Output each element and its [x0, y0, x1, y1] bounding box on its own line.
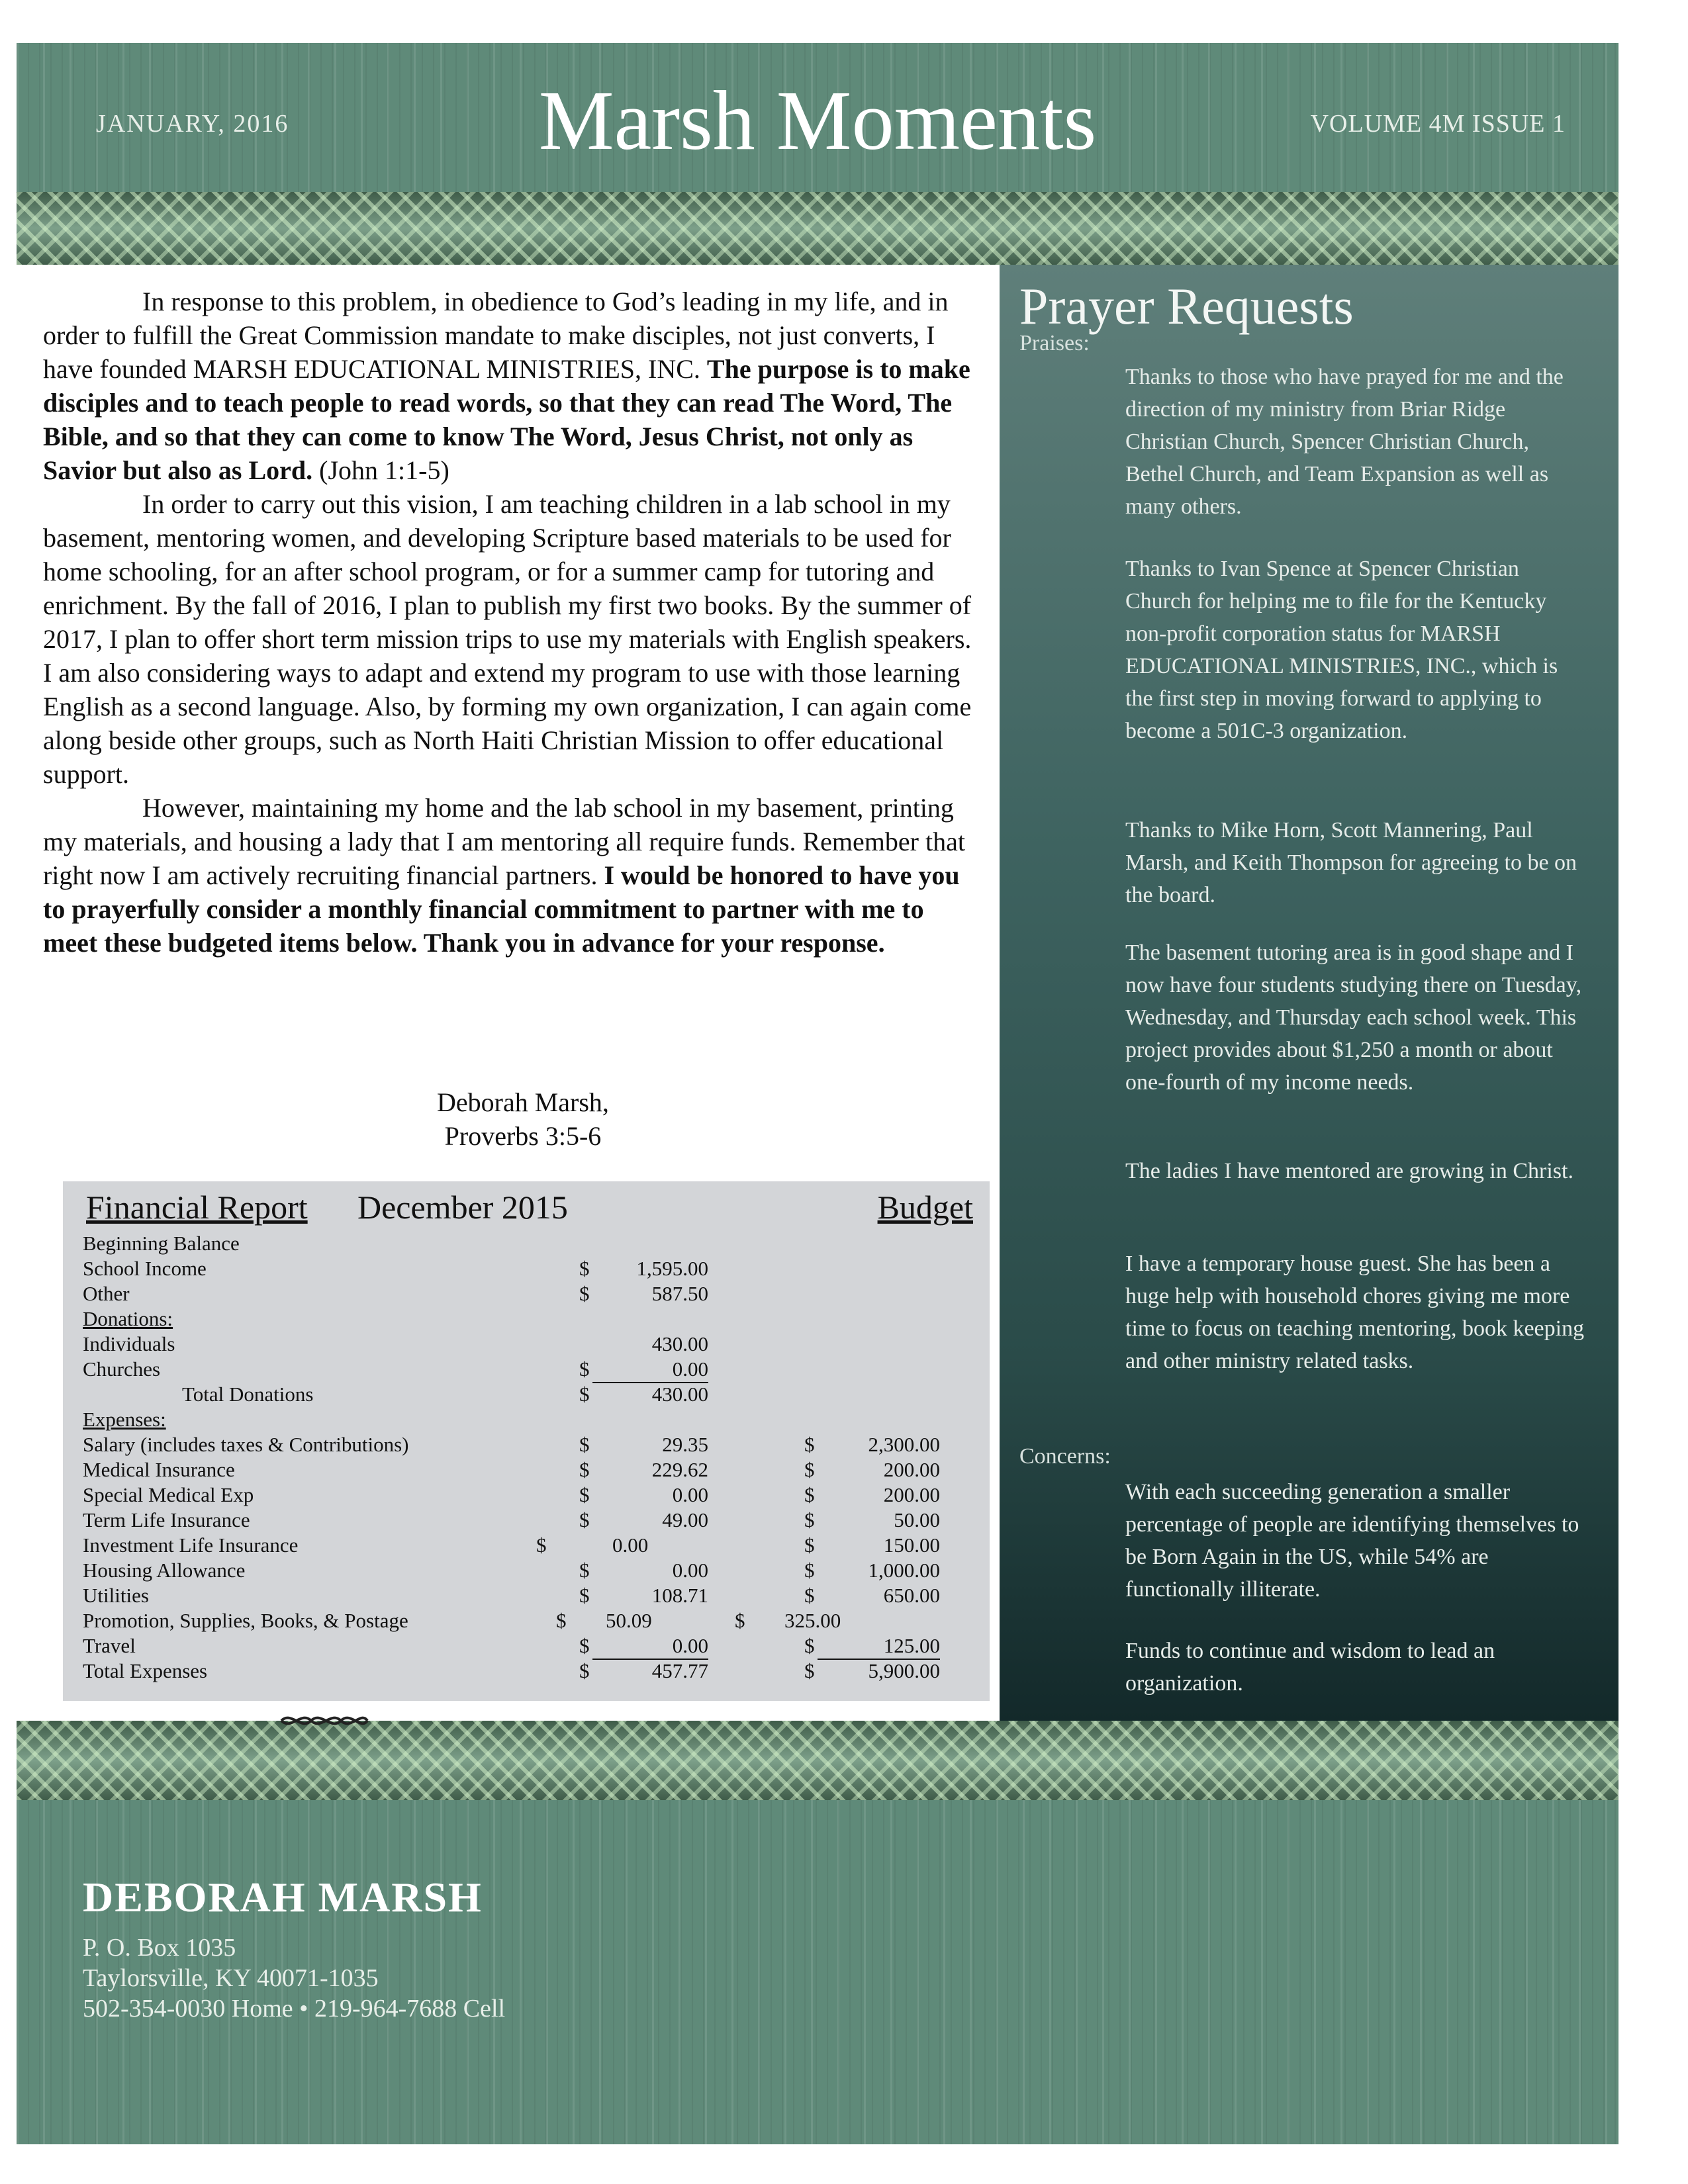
purpose-statement: The purpose is to make disciples and to teach people to read words, so that they can read The Word, The Bible, and so that they can come to know The Word, Jesus Christ, not only as Savior but also as Lord.: [43, 354, 970, 485]
author-name: DEBORAH MARSH: [83, 1874, 483, 1921]
row-label: Promotion, Supplies, Books, & Postage: [83, 1609, 408, 1632]
amount: 430.00: [651, 1383, 708, 1406]
currency-sign: $: [579, 1458, 590, 1481]
amount: 0.00: [672, 1483, 708, 1506]
amount: 49.00: [662, 1508, 708, 1531]
budget-header: Budget: [877, 1189, 973, 1226]
currency-sign: $: [556, 1609, 567, 1632]
praise-item: The basement tutoring area is in good shape and I now have four students studying there on Tuesday, Wednesday, and Thursday each school week. This project provides about $1,250 a month or about one-fourth of my income needs.: [1125, 940, 1582, 1095]
table-row: [83, 1332, 970, 1357]
row-label: Investment Life Insurance: [83, 1533, 299, 1557]
table-row: [83, 1482, 970, 1508]
table-row: [83, 1357, 970, 1382]
row-label: Special Medical Exp: [83, 1483, 254, 1506]
budget-amount: 2,300.00: [868, 1433, 940, 1456]
currency-sign: $: [579, 1659, 590, 1682]
table-row: [83, 1583, 970, 1608]
city-state-zip: Taylorsville, KY 40071-1035: [83, 1964, 379, 1992]
paragraph-text: In response to this problem, in obedience to God’s leading in my life, and in order to fulfill the Great Commission mandate to make disciples, not just converts, I have founded MARSH EDUCATIONAL MINISTRIES, INC.: [43, 287, 949, 384]
amount: 0.00: [592, 1357, 708, 1383]
amount: 0.00: [592, 1633, 708, 1660]
row-label: Housing Allowance: [83, 1559, 246, 1582]
table-row: [83, 1608, 970, 1633]
row-label: School Income: [83, 1257, 207, 1280]
row-label: Term Life Insurance: [83, 1508, 250, 1531]
currency-sign: $: [804, 1533, 815, 1557]
table-row: [83, 1432, 970, 1457]
currency-sign: $: [579, 1508, 590, 1531]
sidebar-title: Prayer Requests: [1019, 277, 1354, 335]
currency-sign: $: [804, 1634, 815, 1657]
volume-issue: VOLUME 4M ISSUE 1: [1310, 110, 1566, 138]
table-row: [83, 1407, 970, 1432]
signature-block: [437, 1085, 609, 1153]
table-row: [83, 1633, 970, 1659]
signature-verse: Proverbs 3:5-6: [444, 1121, 602, 1151]
mailing-address: P. O. Box 1035: [83, 1934, 236, 1962]
concern-item: Funds to continue and wisdom to lead an organization.: [1125, 1639, 1495, 1696]
paragraph-text: However, maintaining my home and the lab school in my basement, printing my materials, and housing a lady that I am mentoring all require funds. Remember that right now I am actively recruiting financial partners.: [43, 793, 965, 890]
currency-sign: $: [579, 1483, 590, 1506]
amount: 0.00: [672, 1559, 708, 1582]
table-row: [83, 1231, 970, 1256]
row-label: Medical Insurance: [83, 1458, 235, 1481]
amount: 457.77: [651, 1659, 708, 1682]
article-paragraph-2: In order to carry out this vision, I am teaching children in a lab school in my basement, mentoring women, and developing Scripture based materials to be used for home schooling, for an after school program, or for a summer camp for tutoring and enrichment. By the fall of 2016, I plan to publish my first two books. By the summer of 2017, I plan to offer short term mission trips to use my materials with English speakers. I am also considering ways to adapt and extend my program to use with those learning English as a second language. Also, by forming my own organization, I can again come along beside other groups, such as North Haiti Christian Mission to offer educational support.: [43, 489, 972, 789]
praise-item: Thanks to those who have prayed for me and the direction of my ministry from Briar Ridge Christian Church, Spencer Christian Church, Bethel Church, and Team Expansion as well as many others.: [1125, 365, 1564, 519]
amount: 430.00: [651, 1332, 708, 1355]
amount: 1,595.00: [636, 1257, 708, 1280]
table-row: [83, 1508, 970, 1533]
currency-sign: $: [579, 1559, 590, 1582]
budget-amount: 5,900.00: [868, 1659, 940, 1682]
financial-report-header: [86, 1188, 973, 1228]
newsletter-title: Marsh Moments: [538, 73, 1097, 167]
praise-item: Thanks to Mike Horn, Scott Mannering, Paul Marsh, and Keith Thompson for agreeing to be on the board.: [1125, 818, 1577, 907]
currency-sign: $: [536, 1533, 547, 1557]
currency-sign: $: [804, 1433, 815, 1456]
budget-amount: 50.00: [894, 1508, 940, 1531]
row-label: Individuals: [83, 1332, 175, 1355]
currency-sign: $: [804, 1584, 815, 1607]
praise-item: Thanks to Ivan Spence at Spencer Christian Church for helping me to file for the Kentucky non-profit corporation status for MARSH EDUCATIONAL MINISTRIES, INC., which is the first step in moving forward to applying to become a 501C-3 organization.: [1125, 557, 1558, 743]
budget-amount: 325.00: [784, 1609, 841, 1632]
table-row: [83, 1659, 970, 1684]
row-label: Utilities: [83, 1584, 149, 1607]
budget-amount: 200.00: [883, 1483, 940, 1506]
table-row: [83, 1558, 970, 1583]
currency-sign: $: [579, 1433, 590, 1456]
amount: 0.00: [612, 1533, 649, 1557]
table-row: [83, 1382, 970, 1407]
table-row: [83, 1281, 970, 1306]
partner-appeal: I would be honored to have you to prayerfully consider a monthly financial commitment to partner with me to meet these budgeted items below. Thank you in advance for your response.: [43, 860, 960, 958]
concern-item: With each succeeding generation a smaller percentage of people are identifying themselves to be Born Again in the US, while 54% are functionally illiterate.: [1125, 1480, 1579, 1602]
budget-amount: 200.00: [883, 1458, 940, 1481]
table-row: [83, 1306, 970, 1332]
currency-sign: $: [579, 1257, 590, 1280]
praises-label: Praises:: [1019, 331, 1090, 355]
row-label: Beginning Balance: [83, 1232, 240, 1255]
currency-sign: $: [579, 1282, 590, 1305]
report-month: December 2015: [357, 1189, 568, 1226]
ornament-icon: [278, 1711, 371, 1731]
praise-item: The ladies I have mentored are growing in Christ.: [1125, 1159, 1573, 1183]
currency-sign: $: [804, 1559, 815, 1582]
row-label: Salary (includes taxes & Contributions): [83, 1433, 409, 1456]
row-label: Total Donations: [182, 1383, 314, 1406]
article-paragraph-1: [43, 285, 976, 487]
article-paragraph-3: [43, 791, 976, 960]
issue-date: JANUARY, 2016: [96, 110, 289, 138]
amount: 587.50: [651, 1282, 708, 1305]
table-row: [83, 1533, 970, 1558]
budget-amount: 650.00: [883, 1584, 940, 1607]
currency-sign: $: [579, 1584, 590, 1607]
table-row: [83, 1457, 970, 1482]
row-label: Other: [83, 1282, 130, 1305]
masthead: [17, 43, 1618, 192]
budget-amount: 150.00: [883, 1533, 940, 1557]
currency-sign: $: [804, 1508, 815, 1531]
budget-amount: 1,000.00: [868, 1559, 940, 1582]
amount: 29.35: [662, 1433, 708, 1456]
amount: 50.09: [606, 1609, 652, 1632]
scripture-reference: (John 1:1-5): [312, 455, 449, 485]
financial-report: [63, 1181, 990, 1701]
currency-sign: $: [804, 1659, 815, 1682]
currency-sign: $: [804, 1458, 815, 1481]
row-label: Churches: [83, 1357, 161, 1381]
amount: 229.62: [651, 1458, 708, 1481]
signature-name: Deborah Marsh,: [437, 1087, 609, 1117]
footer: [17, 1800, 1618, 2144]
financial-report-title: Financial Report: [86, 1189, 308, 1226]
decorative-band-bottom: [17, 1721, 1618, 1800]
section-label: Expenses:: [83, 1408, 166, 1431]
concerns-label: Concerns:: [1019, 1444, 1111, 1469]
row-label: Total Expenses: [83, 1659, 208, 1682]
currency-sign: $: [579, 1634, 590, 1657]
prayer-requests-sidebar: [1000, 265, 1618, 1721]
phone-numbers: 502-354-0030 Home • 219-964-7688 Cell: [83, 1995, 506, 2023]
currency-sign: $: [804, 1483, 815, 1506]
currency-sign: $: [735, 1609, 745, 1632]
amount: 108.71: [651, 1584, 708, 1607]
section-label: Donations:: [83, 1307, 173, 1330]
main-article: [43, 285, 976, 960]
praise-item: I have a temporary house guest. She has been a huge help with household chores giving me more time to focus on teaching mentoring, book keeping and other ministry related tasks.: [1125, 1251, 1585, 1373]
decorative-band-top: [17, 192, 1618, 265]
row-label: Travel: [83, 1634, 136, 1657]
budget-amount: 125.00: [818, 1633, 940, 1660]
currency-sign: $: [579, 1357, 590, 1381]
currency-sign: $: [579, 1383, 590, 1406]
table-row: [83, 1256, 970, 1281]
